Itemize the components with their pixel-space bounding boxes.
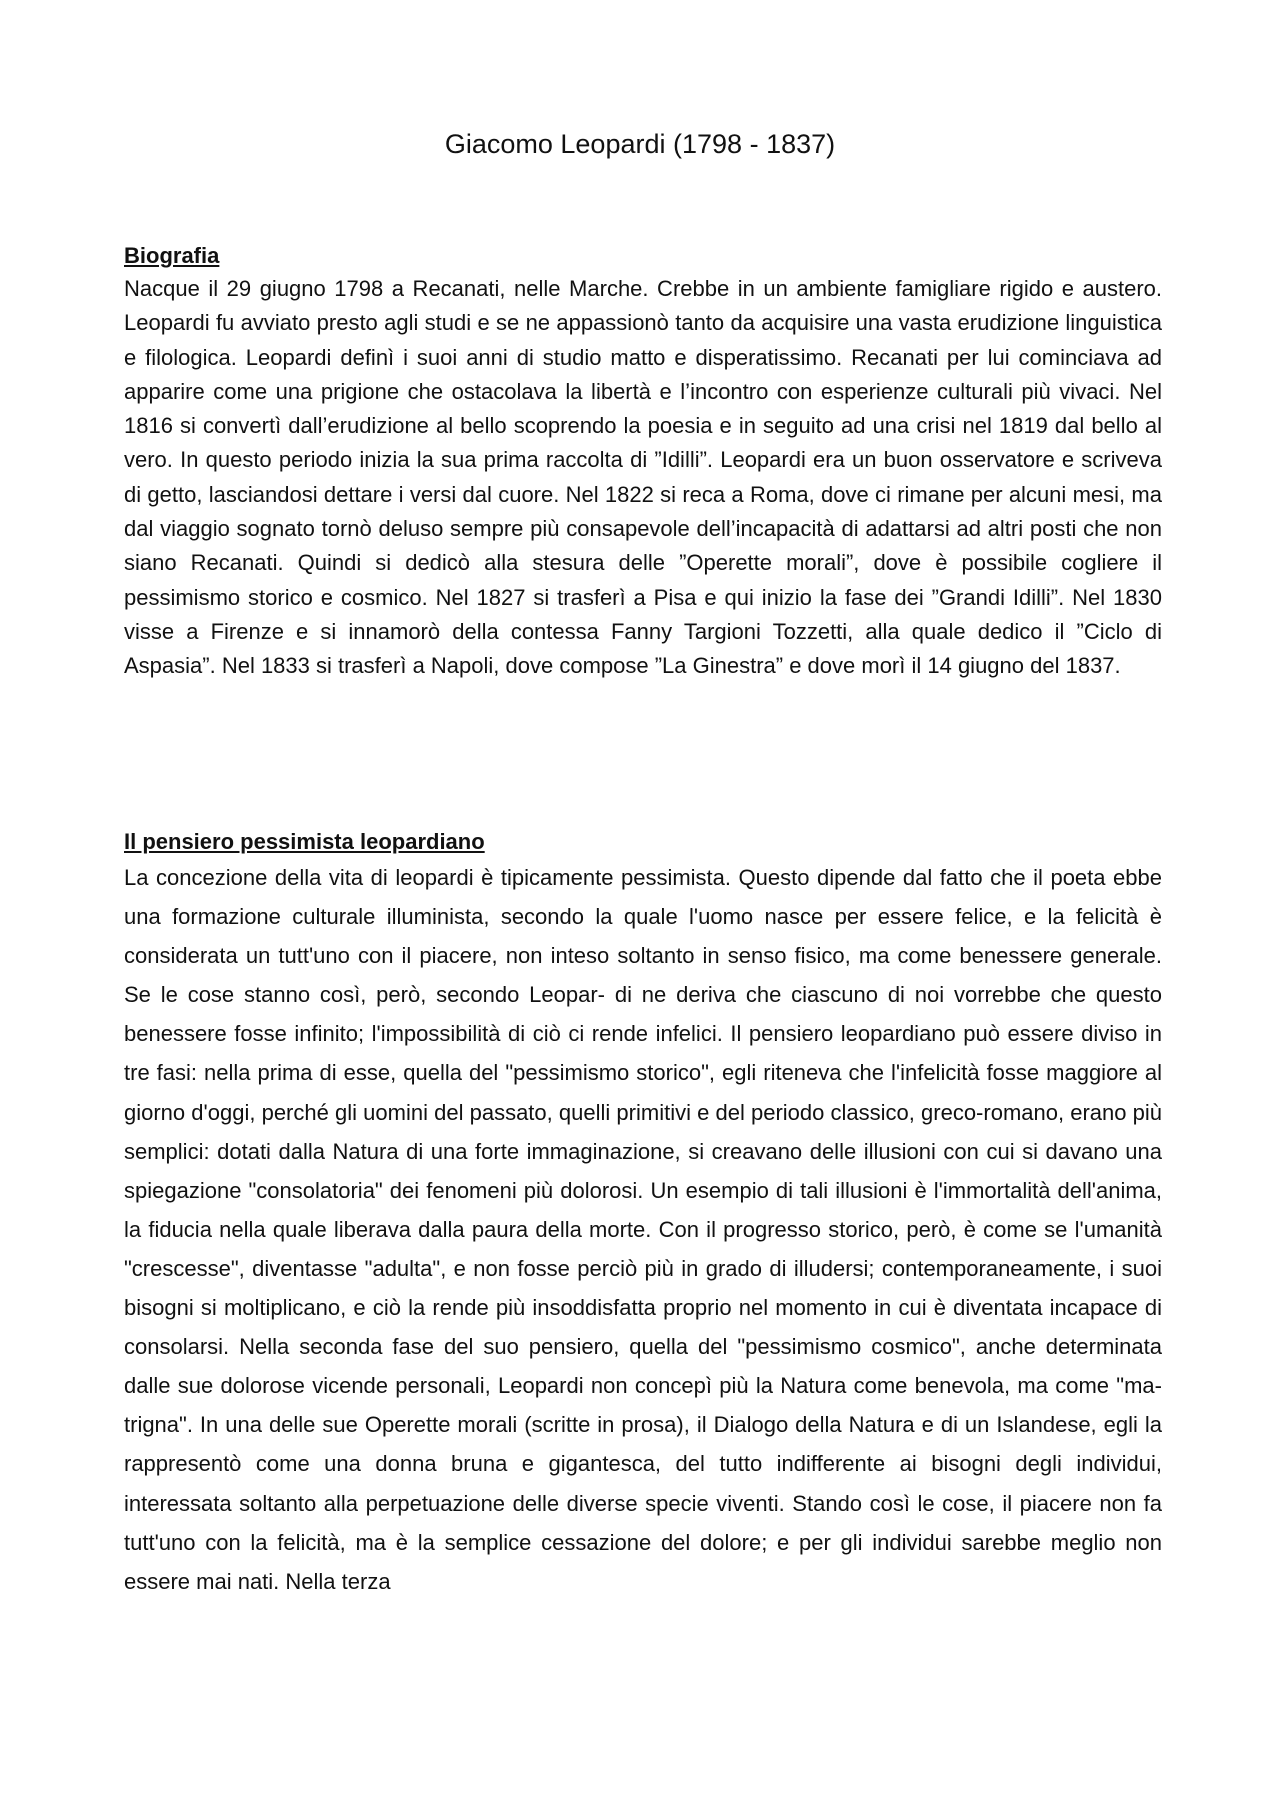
section-heading: Biografia: [124, 243, 220, 268]
section-biografia: [124, 240, 1162, 684]
page-title: [0, 124, 1280, 164]
title-name: Giacomo Leopardi: [444, 129, 666, 159]
title-dates: (1798 - 1837): [673, 129, 836, 159]
section-paragraph: La concezione della vita di leopardi è tipicamente pessimista. Questo dipende dal fatto che il poeta ebbe una formazione culturale illuminista, secondo la quale l'uomo nasce per essere felice, e la felicità è considerata un tutt'uno con il piacere, non inteso soltanto in senso fisico, ma come benessere generale. Se le cose stanno così, però, secondo Leopar- di ne deriva che ciascuno di noi vorrebbe che questo benessere fosse infinito; l'impossibilità di ciò ci rende infelici. Il pensiero leopardiano può essere diviso in tre fasi: nella prima di esse, quella del "pessimismo storico", egli riteneva che l'infelicità fosse maggiore al giorno d'oggi, perché gli uomini del passato, quelli primitivi e del periodo classico, greco-romano, erano più semplici: dotati dalla Natura di una forte immaginazione, si creavano delle illusioni con cui si davano una spiegazione "consolatoria" dei fenomeni più dolorosi. Un esempio di tali illusioni è l'immortalità dell'anima, la fiducia nella quale liberava dalla paura della morte. Con il progresso storico, però, è come se l'umanità "crescesse", diventasse "adulta", e non fosse perciò più in grado di illudersi; contemporaneamente, i suoi bisogni si moltiplicano, e ciò la rende più insoddisfatta proprio nel momento in cui è diventata incapace di consolarsi. Nella seconda fase del suo pensiero, quella del "pessimismo cosmico", anche determinata dalle sue dolorose vicende personali, Leopardi non concepì più la Natura come benevola, ma come "ma- trigna". In una delle sue Operette morali (scritte in prosa), il Dialogo della Natura e di un Islandese, egli la rappresentò come una donna bruna e gigantesca, del tutto indifferente ai bisogni degli individui, interessata soltanto alla perpetuazione delle diverse specie viventi. Stando così le cose, il piacere non fa tutt'uno con la felicità, ma è la semplice cessazione del dolore; e per gli individui sarebbe meglio non essere mai nati. Nella terza: [124, 865, 1162, 1594]
section-pensiero-pessimista: [124, 826, 1162, 1601]
section-heading: Il pensiero pessimista leopardiano: [124, 829, 485, 854]
section-paragraph: Nacque il 29 giugno 1798 a Recanati, nelle Marche. Crebbe in un ambiente famigliare rigido e austero. Leopardi fu avviato presto agli studi e se ne appassionò tanto da acquisire una vasta erudizione linguistica e filologica. Leopardi definì i suoi anni di studio matto e disperatissimo. Recanati per lui cominciava ad apparire come una prigione che ostacolava la libertà e l’incontro con esperienze culturali più vivaci. Nel 1816 si convertì dall’erudizione al bello scoprendo la poesia e in seguito ad una crisi nel 1819 dal bello al vero. In questo periodo inizia la sua prima raccolta di ”Idilli”. Leopardi era un buon osservatore e scriveva di getto, lasciandosi dettare i versi dal cuore. Nel 1822 si reca a Roma, dove ci rimane per alcuni mesi, ma dal viaggio sognato tornò deluso sempre più consapevole dell’incapacità di adattarsi ad altri posti che non siano Recanati. Quindi si dedicò alla stesura delle ”Operette morali”, dove è possibile cogliere il pessimismo storico e cosmico. Nel 1827 si trasferì a Pisa e qui inizio la fase dei ”Grandi Idilli”. Nel 1830 visse a Firenze e si innamorò della contessa Fanny Targioni Tozzetti, alla quale dedico il ”Ciclo di Aspasia”. Nel 1833 si trasferì a Napoli, dove compose ”La Ginestra” e dove morì il 14 giugno del 1837.: [124, 276, 1162, 679]
